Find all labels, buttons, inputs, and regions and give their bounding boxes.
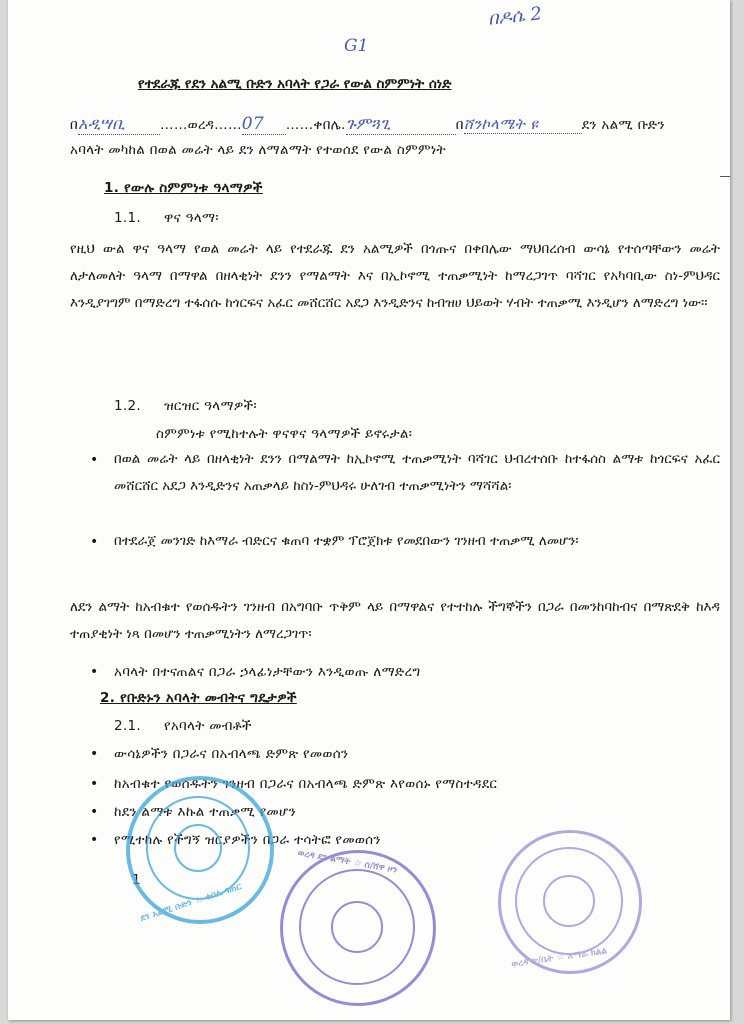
woreda-value: አዲሣቢ (78, 114, 160, 135)
bullet-marker: • (90, 664, 99, 680)
subsection-2-1 (114, 718, 252, 734)
document-page (8, 0, 730, 1020)
kebele-value: 07 (242, 114, 286, 135)
subsection-1-2 (114, 398, 257, 414)
handwritten-code: G1 (344, 36, 369, 56)
page-number: 1 (132, 872, 141, 888)
rights-bullet-2: ከአብቁተ የወሰዱትን ገንዘብ በጋራና በአብላጫ ድምጽ እየወሰኑ የማስተዳደር (114, 776, 498, 792)
subsection-2-1-label: 2.1. (114, 718, 141, 734)
stamp-center-text: ወረዳ ደን ልማት ☆ ሰ/ሸዋ ዞን (296, 848, 398, 876)
rights-bullet-3: ከደን ልማቱ እኩል ተጠቃሚ የመሆን (114, 804, 296, 820)
bullet-marker: • (90, 534, 99, 550)
subsection-1-1-label: 1.1. (114, 210, 141, 226)
intro-line-2: አባላት መካከል በወል መሬት ላይ ደን ለማልማት የተወሰደ የውል ስምምነት (70, 142, 446, 158)
subsection-1-2-label: 1.2. (114, 398, 141, 414)
rights-bullet-4: የሚተከሉ የችግኝ ዝርያዎችን በጋራ ተሳትፎ የመወሰን (114, 832, 381, 848)
document-title: የተደራጁ የደን አልሚ ቡድን አባላት የጋራ የውል ስምምነት ሰነድ (138, 76, 452, 92)
objective-bullet-1: በወል መሬት ላይ በዘላቂነት ደንን በማልማት ከኢኮኖሚ ተጠቃሚነት ባሻገር ህብረተሰቡ ከተፋሰስ ልማቱ ከጎርፍና አፈር መሸርሸር አደጋ እንዲድንና አጠቃላይ ከስነ-ምህዳሩ ሁለገብ ተጠቃሚነትን ማሻሻል፡ (114, 451, 720, 494)
bullet-marker: • (90, 804, 99, 820)
main-objective-paragraph: የዚህ ውል ዋና ዓላማ የወል መሬት ላይ የተደራጁ ደን አልሚዎች በጎጡና በቀበሌው ማህበረሰብ ውሳኔ የተሰጣቸውን መሬት ለታለመለት ዓላማ በማዋል በዘላቂነት ደንን የማልማት እና በኢኮኖሚ ተጠቃሚነት ከማረጋገጥ ባሻገር የአካባቢው ስነ-ምህዳር እንዲያገግም በማድረግ ተፋሰሱ ከጎርፍና አፈር መሸርሸር አደጋ እንዲድንና ከብዝሀ ህይወት ሃብት ተጠቃሚ እንዲሆን ለማድረግ ነው፡፡ (70, 241, 720, 311)
bullet-marker: • (90, 746, 99, 762)
objective-bullet-2: በተደራጀ መንገድ ከእማራ ብድርና ቁጠባ ተቋም ፕሮጀክቱ የመደበውን ገንዘብ ተጠቃሚ ለመሆን፡ (114, 533, 579, 549)
intro-line-1: በአዲሣቢ ……ወረዳ……07 ……ቀበሌ.ጉምጓጊ በሸንኮላሜት ዩ ደን አልሚ ቡድን (70, 114, 665, 134)
subsection-1-2-title: ዝርዝር ዓላማዎች፡ (163, 398, 257, 414)
intro-prefix: በ (70, 117, 79, 133)
subsection-1-1 (114, 210, 219, 226)
section-1-heading: 1. የውሉ ስምምነቱ ዓላማዎች (104, 180, 263, 196)
handwritten-reference: በዶሴ 2 (487, 3, 543, 30)
stamp-right (498, 830, 642, 974)
woreda-label: ወረዳ (187, 117, 215, 133)
group-value: ሸንኮላሜት ዩ (464, 115, 582, 134)
objective-bullet-3: አባላት በተናጠልና በጋራ ኃላፊነታቸውን እንዲወጡ ለማድረግ (114, 664, 421, 680)
bullet-marker: • (90, 452, 99, 468)
rights-bullet-1: ውሳኔዎችን በጋራና በአብላጫ ድምጽ የመወሰን (114, 746, 349, 762)
subsection-2-1-title: የአባላት መብቶች (163, 718, 252, 734)
between-label: በ (455, 117, 464, 133)
stamp-right-text: ወረዳ ጽ/ቤት ☆ አማራ ክልል (510, 946, 608, 970)
scan-edge-line (720, 176, 730, 177)
kebele-label: ቀበሌ (313, 117, 342, 133)
intro-suffix: ደን አልሚ ቡድን (581, 117, 665, 133)
bullet-marker: • (90, 776, 99, 792)
bullet-marker: • (90, 832, 99, 848)
objective-paragraph-2: ለደን ልማት ከአብቁተ የወሰዱትን ገንዘብ በአግባቡ ጥቅም ላይ በማዋልና የተተከሉ ችግኞችን በጋራ በመንከባከብና በማጽደቅ ከእዳ ተጠያቂነት ነጻ በመሆን ተጠቃሚነትን ለማረጋገጥ፡ (70, 599, 720, 642)
section-2-heading: 2. የቡድኑን አባላት መብትና ግዴታዎች (100, 690, 297, 706)
stamp-left (126, 776, 274, 924)
name-value: ጉምጓጊ (346, 114, 456, 135)
stamp-left-text: ደን አልሚ ቡድን ☆ ቀበሌ ገጠር (139, 881, 243, 925)
stamp-center (280, 850, 436, 1006)
subsection-1-1-title: ዋና ዓላማ፡ (163, 210, 219, 226)
subsection-1-2-intro: ስምምነቱ የሚከተሉት ዋናዋና ዓላማዎች ይኖሩታል፡ (156, 426, 413, 442)
